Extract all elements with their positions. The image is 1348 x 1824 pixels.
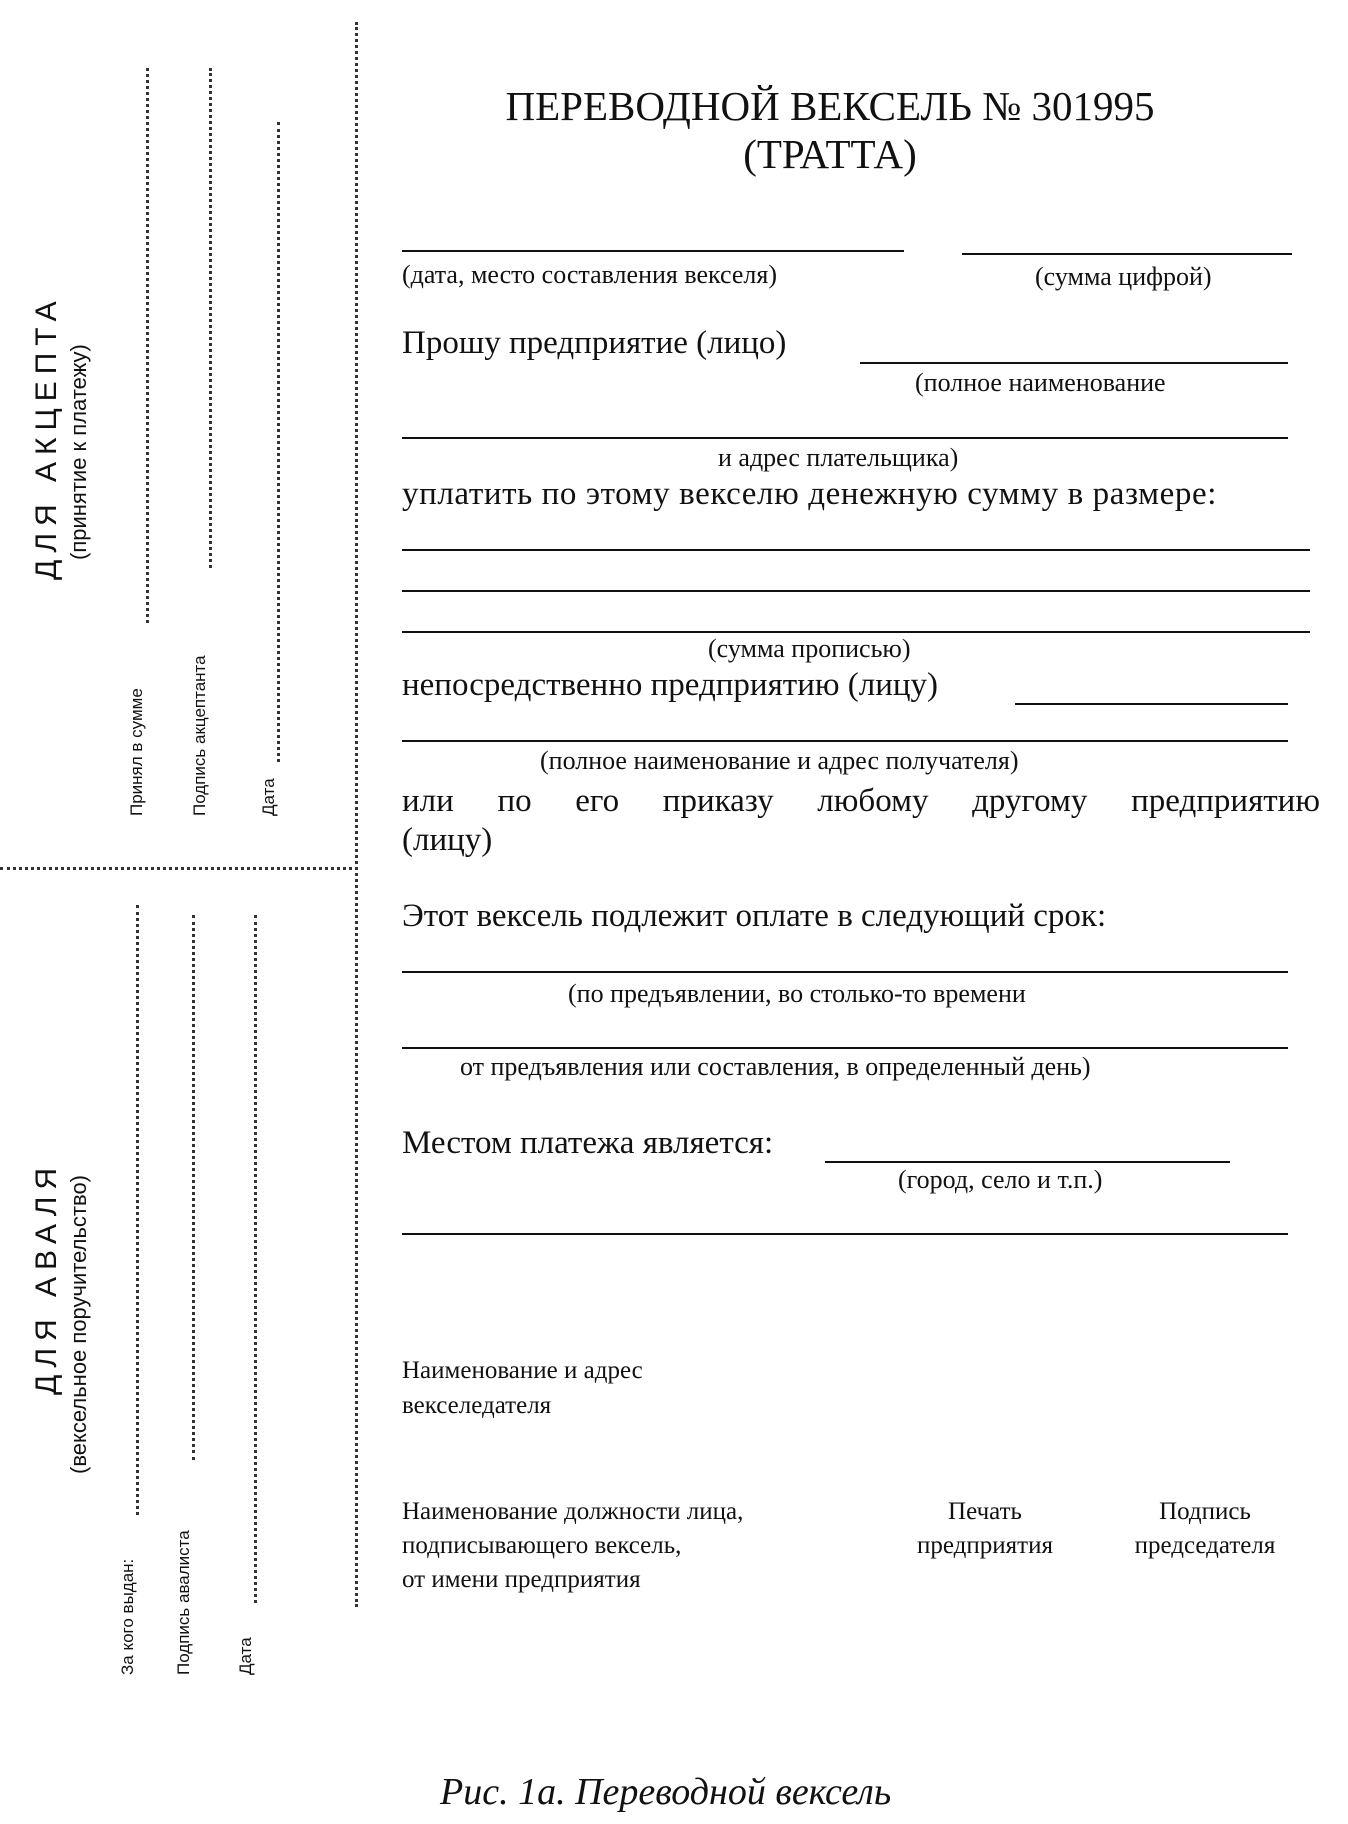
accept-date-label: Дата — [259, 778, 278, 816]
place-label: (город, село и т.п.) — [898, 1165, 1103, 1194]
stamp-label-2: предприятия — [917, 1532, 1053, 1559]
accept-heading: ДЛЯ АКЦЕПТА — [30, 294, 63, 580]
accept-signature-label: Подпись акцептанта — [190, 655, 209, 816]
aval-subheading: (вексельное поручительство) — [66, 1174, 91, 1474]
aval-signature-field[interactable] — [192, 915, 195, 1460]
accept-subheading: (принятие к платежу) — [66, 344, 91, 560]
signature-label-2: председателя — [1134, 1532, 1276, 1559]
position-label-1: Наименование должности лица, — [402, 1498, 744, 1525]
payer-field-2[interactable] — [402, 437, 1288, 439]
aval-date-field[interactable] — [254, 915, 257, 1603]
recipient-field-2[interactable] — [402, 740, 1288, 742]
term-label-2: от предъявления или составления, в определенный день) — [460, 1052, 1091, 1081]
order-text-1: или по его приказу любому другому предприятию — [402, 783, 1320, 819]
term-field-2[interactable] — [402, 1047, 1288, 1049]
place-text: Местом платежа является: — [402, 1125, 774, 1161]
recipient-field[interactable] — [1015, 703, 1288, 705]
sum-words-field-1[interactable] — [402, 549, 1310, 551]
figure-caption: Рис. 1а. Переводной вексель — [440, 1771, 892, 1813]
payer-field[interactable] — [860, 362, 1288, 364]
signature-label-1: Подпись — [1159, 1498, 1251, 1525]
accept-signature-field[interactable] — [209, 68, 212, 568]
drawer-label-1: Наименование и адрес — [402, 1357, 643, 1384]
aval-date-label: Дата — [236, 1637, 255, 1675]
accept-sum-label: Принял в сумме — [127, 688, 146, 816]
aval-signature-label: Подпись авалиста — [174, 1530, 193, 1675]
aval-for-whom-label: За кого выдан: — [118, 1558, 137, 1675]
payer-label-2: и адрес плательщика) — [718, 443, 959, 472]
pay-text: уплатить по этому векселю денежную сумму в размере: — [402, 476, 1217, 512]
sum-digits-label: (сумма цифрой) — [1035, 262, 1212, 291]
sum-words-field-2[interactable] — [402, 590, 1310, 592]
stamp-label-1: Печать — [948, 1498, 1022, 1525]
drawer-label-2: векселедателя — [402, 1392, 552, 1419]
aval-for-whom-field[interactable] — [136, 905, 139, 1515]
recipient-label: (полное наименование и адрес получателя) — [540, 746, 1019, 775]
term-label-1: (по предъявлении, во столько-то времени — [568, 979, 1026, 1008]
place-field[interactable] — [825, 1161, 1230, 1163]
request-text: Прошу предприятие (лицо) — [402, 325, 787, 361]
sum-words-field-3[interactable] — [402, 631, 1310, 633]
date-place-label: (дата, место составления векселя) — [402, 260, 777, 289]
order-text-2: (лицу) — [402, 822, 493, 858]
accept-sum-field[interactable] — [146, 68, 149, 623]
sidebar-vertical-divider — [355, 22, 358, 1607]
recipient-text: непосредственно предприятию (лицу) — [402, 667, 939, 703]
form-title: ПЕРЕВОДНОЙ ВЕКСЕЛЬ № 301995 — [505, 83, 1155, 129]
accept-date-field[interactable] — [277, 122, 280, 762]
sidebar-horizontal-divider — [0, 867, 352, 870]
term-field-1[interactable] — [402, 971, 1288, 973]
place-field-2[interactable] — [402, 1233, 1288, 1235]
form-subtitle: (ТРАТТА) — [743, 131, 917, 177]
payer-label-1: (полное наименование — [915, 368, 1166, 397]
sum-digits-field[interactable] — [962, 253, 1292, 255]
aval-heading: ДЛЯ АВАЛЯ — [30, 1160, 63, 1395]
position-label-3: от имени предприятия — [402, 1566, 641, 1593]
position-label-2: подписывающего вексель, — [402, 1532, 682, 1559]
term-text: Этот вексель подлежит оплате в следующий срок: — [402, 898, 1107, 934]
date-place-field[interactable] — [402, 250, 904, 252]
sum-words-label: (сумма прописью) — [708, 634, 911, 663]
